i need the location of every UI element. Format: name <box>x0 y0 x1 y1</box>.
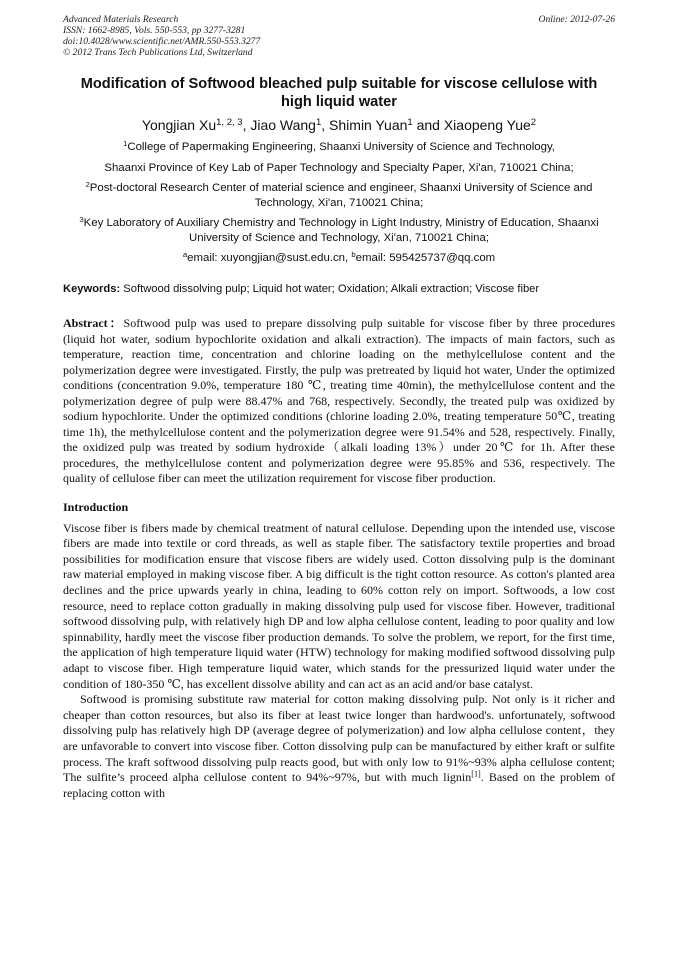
author-affiliation-mark: 2 <box>530 116 537 128</box>
keywords-text: Softwood dissolving pulp; Liquid hot water; Oxidation; Alkali extraction; Viscose fiber <box>120 283 540 296</box>
abstract-text: Softwood pulp was used to prepare dissolving pulp suitable for viscose fiber by three procedures (liquid hot water, sodium hypochlorite oxidation and alkali extraction). The impacts of main factors, such as temperature, reaction time, concentration and chlorine loading on the methylcellulose content and the polymerization degree were investigated. Firstly, the pulp was pretreated by liquid hot water, Under the optimized conditions (concentration 9.0%, temperature 180 ℃, treating time 40min), the methylcellulose content and the polymerization degree of pulp were 88.47% and 768, respectively. Secondly, the treated pulp was oxidized by sodium hypochlorite. Under the optimized conditions (chlorine loading 2.0%, treating temperature 50℃, treating time 1h), the methylcellulose content and the polymerization degree were 91.54% and 528, respectively. Finally, the oxidized pulp was treated by sodium hydroxide（alkali loading 13%）under 20℃ for 1h. After these procedures, the methylcellulose content and polymerization degree were 95.85% and 536, respectively. The quality of cellulose fiber can meet the utilization requirement for viscose fiber production. <box>63 316 615 486</box>
author-name: Yongjian Xu <box>141 117 217 133</box>
abstract-separator: ： <box>107 316 124 331</box>
affiliation-mark: 2 <box>85 179 90 189</box>
author-separator: , <box>242 117 251 133</box>
abstract <box>63 316 615 487</box>
paper-page <box>63 14 615 801</box>
keywords-label: Keywords: <box>63 283 121 296</box>
paragraph-text: Softwood is promising substitute raw material for cotton making dissolving pulp. Not only is it richer and cheaper than cotton resources, but also its fiber at least twice longer than hardwood's. unfortunately, softwood dissolving pulp has relatively high DP (average degree of polymerization) and low alpha cellulose content，they are unfavorable to convert into viscose fiber. Cotton dissolving pulp can be manufactured by either kraft or sulfite process. The kraft softwood dissolving pulp reacts good, but with only low to 91%~93% alpha cellulose content; The sulfite’s proceed alpha cellulose content to 94%~97%, but with much lignin <box>63 692 615 785</box>
citation-link[interactable]: [1] <box>471 769 481 779</box>
affiliation-3 <box>63 216 615 245</box>
section-heading-introduction: Introduction <box>63 499 129 514</box>
email-line <box>63 251 615 266</box>
running-header <box>63 14 615 58</box>
introduction-paragraph-2 <box>63 692 615 801</box>
email-mark-a: a <box>182 249 188 259</box>
email-b: email: 595425737@qq.com <box>355 251 496 264</box>
author-separator: and <box>412 117 444 133</box>
email-mark-b: b <box>351 249 356 259</box>
author-separator: , <box>321 117 330 133</box>
author-name: Jiao Wang <box>250 117 316 133</box>
keywords <box>63 282 615 296</box>
journal-name: Advanced Materials Research <box>63 14 179 25</box>
affiliation-text: Post-doctoral Research Center of material science and engineer, Shaanxi University of Science and Technology, Xi'an, 710021 China; <box>89 182 593 209</box>
author-affiliation-mark: 1, 2, 3 <box>216 116 243 128</box>
author-affiliation-mark: 1 <box>407 116 413 128</box>
author-name: Xiaopeng Yue <box>443 117 531 133</box>
doi-line: doi:10.4028/www.scientific.net/AMR.550-553.3277 <box>63 36 261 47</box>
author-affiliation-mark: 1 <box>315 116 322 128</box>
affiliation-text-cont: Shaanxi Province of Key Lab of Paper Technology and Specialty Paper, Xi'an, 710021 China; <box>104 161 574 174</box>
author-list <box>63 117 615 134</box>
paper-title: Modification of Softwood bleached pulp suitable for viscose cellulose with high liquid water <box>80 76 598 110</box>
affiliation-2 <box>63 181 615 210</box>
affiliation-mark: 3 <box>79 215 84 225</box>
abstract-label: Abstract <box>63 316 108 331</box>
online-date: Online: 2012-07-26 <box>538 14 615 25</box>
affiliation-mark: 1 <box>123 138 128 148</box>
paragraph-text: . Based on the problem of replacing cotton with <box>63 770 615 800</box>
affiliation-text: Key Laboratory of Auxiliary Chemistry and Technology in Light Industry, Ministry of Education, Shaanxi University of Science and Technology, Xi'an, 710021 China; <box>83 217 599 244</box>
affiliation-text: College of Papermaking Engineering, Shaanxi University of Science and Technology, <box>127 141 555 153</box>
author-name: Shimin Yuan <box>329 117 408 133</box>
introduction-paragraph-1: Viscose fiber is fibers made by chemical treatment of natural cellulose. Depending upon the intended use, viscose fibers are made into textile or cord threads, as well as staple fiber. The satisfactory textile properties and broad possibilities for modification ensure that viscose fibers are widely used. Cotton dissolving pulp is the dominant raw material employed in making viscose fiber. A big difficult is the tight cotton resource. As cotton's planted area declines and the price upwards yearly in china, leading to 60% cotton rely on import. Softwoods, a low cost resource, need to replace cotton gradually in making dissolving pulp used for viscose fiber. However, traditional softwood dissolving pulp, with relatively high DP and low alpha cellulose content, leading to poor quality and low spinnability, hardly meet the viscose fiber production demands. To solve the problem, we report, for the first time, the application of high temperature liquid water (HTW) technology for making modified softwood dissolving pulp adapt to viscose fiber. High temperature liquid water, which stands for the pressurized liquid water under the condition of 180-350 ℃, has excellent dissolve ability and can act as an acid and/or base catalyst. <box>63 520 615 691</box>
affiliation-1 <box>63 140 615 175</box>
email-a: email: xuyongjian@sust.edu.cn, <box>187 251 352 264</box>
copyright-line: © 2012 Trans Tech Publications Ltd, Switzerland <box>63 47 253 58</box>
issn-line: ISSN: 1662-8985, Vols. 550-553, pp 3277-3281 <box>63 25 246 36</box>
